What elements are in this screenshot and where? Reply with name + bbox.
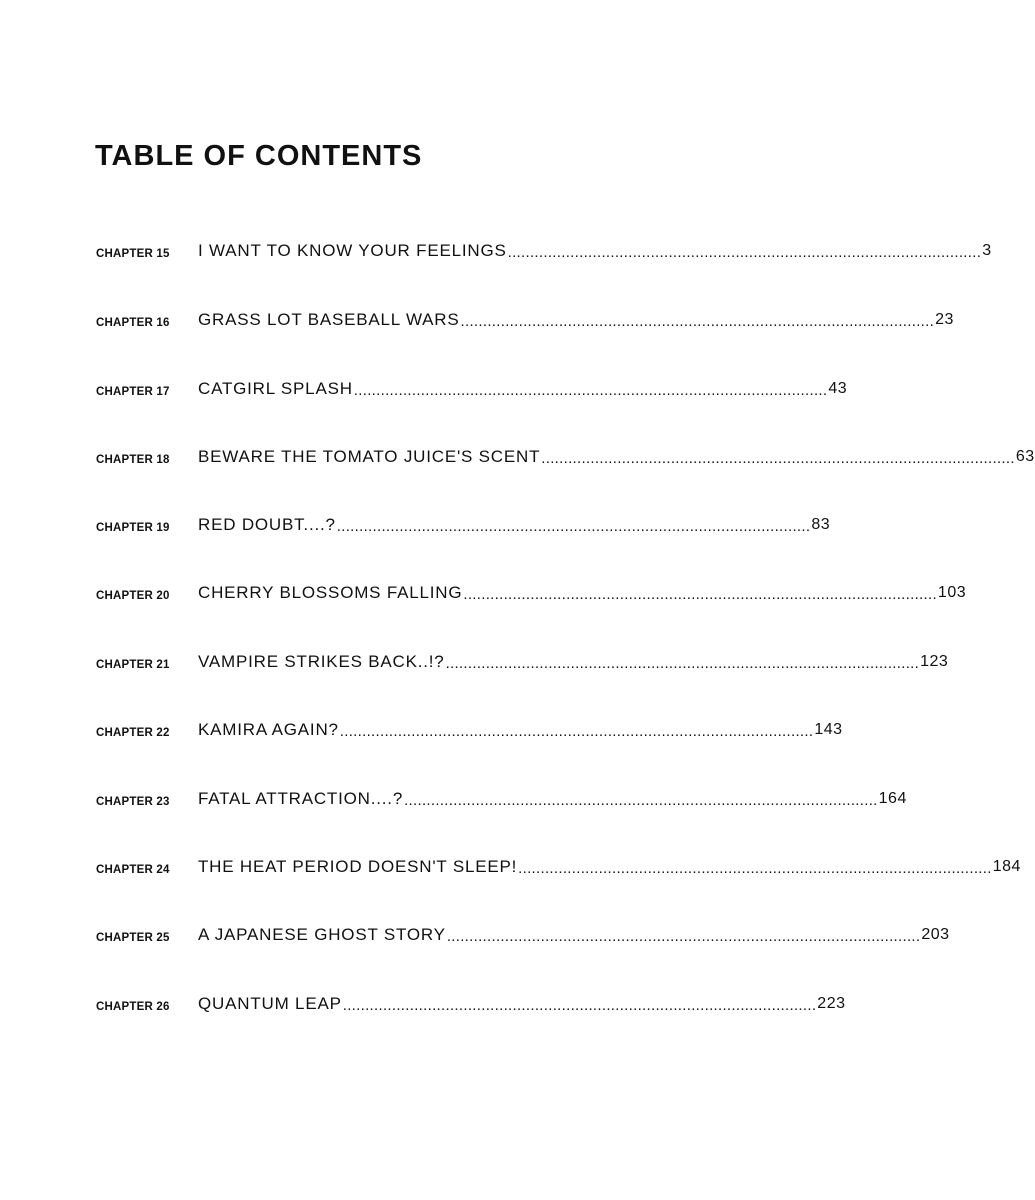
chapter-number: CHAPTER 21 <box>96 659 170 671</box>
page-number: 63 <box>1015 448 1035 465</box>
chapter-title: A JAPANESE GHOST STORY <box>198 925 446 944</box>
chapter-title: CHERRY BLOSSOMS FALLING <box>198 583 463 602</box>
toc-entry <box>96 307 954 331</box>
toc-entry <box>96 786 907 810</box>
page-number: 83 <box>811 516 831 533</box>
dot-leader: .......................................................................................................... <box>336 518 811 535</box>
toc-entry <box>96 922 950 946</box>
toc-entry <box>96 238 992 262</box>
chapter-title: THE HEAT PERIOD DOESN'T SLEEP! <box>198 857 518 876</box>
chapter-title: I WANT TO KNOW YOUR FEELINGS <box>198 241 507 260</box>
dot-leader: .......................................................................................................... <box>339 723 814 740</box>
toc-entry <box>96 854 1021 878</box>
toc-entry <box>96 649 949 673</box>
chapter-title: VAMPIRE STRIKES BACK..!? <box>198 652 445 671</box>
chapter-title: BEWARE THE TOMATO JUICE'S SCENT <box>198 447 541 466</box>
chapter-number: CHAPTER 19 <box>96 522 170 534</box>
toc-entry <box>96 512 831 536</box>
chapter-title: GRASS LOT BASEBALL WARS <box>198 310 460 329</box>
page-number: 43 <box>828 380 848 397</box>
chapter-number: CHAPTER 22 <box>96 727 170 739</box>
dot-leader: .......................................................................................................... <box>507 244 982 261</box>
page-number: 103 <box>937 584 967 601</box>
chapter-number: CHAPTER 20 <box>96 590 170 602</box>
page-number: 223 <box>817 995 846 1012</box>
page-number: 164 <box>878 790 907 807</box>
page-number: 3 <box>982 242 992 259</box>
chapter-title: FATAL ATTRACTION....? <box>198 789 404 808</box>
chapter-number: CHAPTER 17 <box>96 386 170 398</box>
toc-entry <box>96 376 848 400</box>
dot-leader: .......................................................................................................... <box>463 586 937 603</box>
toc-entry <box>96 991 846 1015</box>
chapter-number: CHAPTER 15 <box>96 248 170 260</box>
page-number: 23 <box>935 311 954 328</box>
toc-entry <box>96 717 843 741</box>
page-number: 203 <box>921 926 950 943</box>
toc-entry <box>96 580 967 604</box>
chapter-number: CHAPTER 16 <box>96 317 170 329</box>
chapter-title: KAMIRA AGAIN? <box>198 720 339 739</box>
page-number: 123 <box>920 653 949 670</box>
chapter-number: CHAPTER 26 <box>96 1001 170 1013</box>
dot-leader: .......................................................................................................... <box>353 382 828 399</box>
page-number: 184 <box>992 858 1021 875</box>
chapter-title: RED DOUBT....? <box>198 515 336 534</box>
page-title: TABLE OF CONTENTS <box>95 140 423 172</box>
chapter-number: CHAPTER 25 <box>96 932 170 944</box>
dot-leader: .......................................................................................................... <box>460 313 935 330</box>
chapter-number: CHAPTER 23 <box>96 796 170 808</box>
dot-leader: .......................................................................................................... <box>445 655 920 672</box>
dot-leader: .......................................................................................................... <box>342 997 817 1014</box>
page-number: 143 <box>814 721 843 738</box>
chapter-number: CHAPTER 24 <box>96 864 170 876</box>
chapter-number: CHAPTER 18 <box>96 454 170 466</box>
dot-leader: .......................................................................................................... <box>541 450 1015 467</box>
dot-leader: .......................................................................................................... <box>518 860 992 877</box>
chapter-title: CATGIRL SPLASH <box>198 379 353 398</box>
chapter-title: QUANTUM LEAP <box>198 994 342 1013</box>
toc-entry <box>96 444 1035 468</box>
dot-leader: .......................................................................................................... <box>446 928 921 945</box>
dot-leader: .......................................................................................................... <box>404 792 878 809</box>
